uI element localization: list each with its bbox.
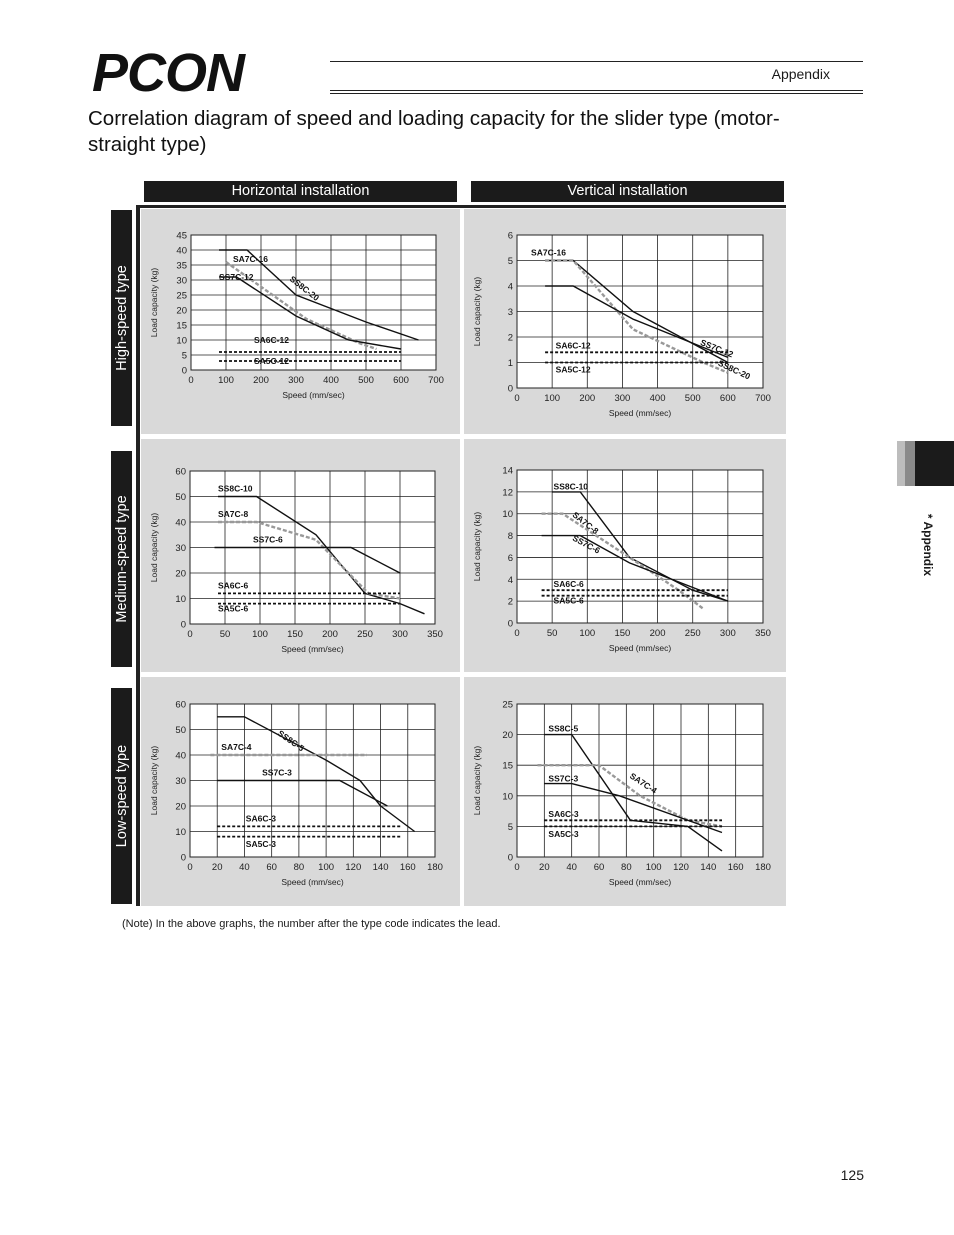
row-header-medium-speed [111, 451, 132, 667]
y-tick-label: 35 [176, 260, 187, 272]
y-tick-label: 8 [507, 531, 513, 543]
x-tick-label: 600 [719, 393, 736, 404]
y-tick-label: 0 [181, 365, 187, 377]
y-tick-label: 0 [507, 383, 513, 395]
series-label: SA7C-8 [570, 509, 601, 537]
y-tick-label: 60 [175, 699, 186, 711]
y-tick-label: 0 [507, 852, 513, 864]
y-tick-label: 30 [175, 543, 186, 554]
series-label: SA5C-12 [254, 356, 289, 366]
x-tick-label: 100 [252, 629, 268, 640]
x-tick-label: 20 [211, 862, 223, 873]
y-tick-label: 10 [175, 827, 186, 838]
series-label: SA5C-6 [553, 595, 584, 606]
y-tick-label: 10 [502, 509, 513, 521]
y-tick-label: 0 [180, 619, 186, 631]
column-header-horizontal: Horizontal installation [144, 181, 457, 202]
y-tick-label: 50 [175, 492, 186, 503]
x-tick-label: 50 [219, 629, 231, 640]
x-tick-label: 300 [288, 375, 304, 386]
x-tick-label: 120 [673, 862, 689, 873]
series-label: SA5C-6 [218, 603, 249, 614]
x-tick-label: 0 [187, 629, 193, 640]
series-label: SS7C-6 [253, 534, 283, 545]
y-tick-label: 10 [502, 791, 513, 803]
series-label: SS7C-12 [219, 272, 254, 282]
y-tick-label: 5 [181, 350, 187, 362]
x-axis-label: Speed (mm/sec) [608, 408, 672, 418]
y-tick-label: 20 [175, 801, 186, 813]
y-tick-label: 20 [502, 730, 513, 742]
series-label: SA5C-3 [245, 838, 277, 849]
x-tick-label: 150 [614, 628, 631, 639]
x-tick-label: 100 [218, 375, 234, 386]
x-tick-label: 180 [755, 862, 771, 873]
series-label: SA6C-3 [245, 813, 277, 824]
y-tick-label: 20 [175, 568, 186, 580]
row-header-label: Low-speed type [113, 744, 130, 848]
x-tick-label: 200 [322, 629, 338, 640]
chart-medium-speed-vertical [464, 439, 786, 672]
row-header-label: Medium-speed type [113, 495, 130, 623]
y-tick-label: 2 [507, 596, 513, 608]
y-axis-label: Load capacity (kg) [149, 267, 159, 338]
x-tick-label: 0 [188, 375, 194, 386]
x-tick-label: 80 [293, 862, 305, 873]
series-label: SA7C-4 [221, 741, 252, 752]
page-title: Correlation diagram of speed and loading capacity for the slider type (motor-straight type) [88, 107, 780, 156]
x-tick-label: 300 [719, 628, 736, 639]
y-tick-label: 2 [507, 332, 513, 344]
y-tick-label: 0 [180, 852, 186, 864]
x-tick-label: 200 [579, 393, 596, 404]
series-label: SS7C-3 [262, 767, 292, 778]
y-tick-label: 5 [507, 256, 513, 267]
y-tick-label: 30 [176, 275, 187, 287]
x-tick-label: 60 [266, 862, 277, 873]
y-axis-label: Load capacity (kg) [472, 745, 482, 816]
y-tick-label: 10 [175, 594, 186, 605]
header-rule [330, 93, 863, 94]
series-label: SA6C-6 [553, 578, 584, 589]
y-tick-label: 30 [175, 776, 186, 787]
x-tick-label: 500 [358, 375, 374, 386]
x-tick-label: 150 [287, 629, 303, 640]
x-axis-label: Speed (mm/sec) [282, 390, 345, 400]
row-header-low-speed [111, 688, 132, 904]
x-tick-label: 600 [393, 375, 409, 386]
y-axis-label: Load capacity (kg) [149, 512, 159, 583]
series-label: SA5C-3 [548, 828, 579, 839]
x-tick-label: 0 [187, 862, 193, 873]
series-label: SS8C-10 [553, 481, 589, 492]
y-tick-label: 45 [176, 230, 187, 242]
chart-panel-medium-vertical [464, 439, 786, 672]
section-label: Appendix [771, 66, 830, 82]
series-label: SS7C-12 [698, 337, 735, 360]
series-label: SA7C-16 [531, 247, 567, 258]
y-tick-label: 60 [175, 466, 186, 478]
chart-medium-speed-horizontal [141, 439, 460, 672]
x-tick-label: 250 [684, 628, 701, 639]
y-tick-label: 20 [176, 305, 187, 317]
x-tick-label: 180 [427, 862, 443, 873]
y-tick-label: 6 [507, 230, 513, 242]
x-tick-label: 700 [755, 393, 771, 404]
x-tick-label: 200 [253, 375, 269, 386]
series-label: SS8C-20 [287, 273, 322, 303]
pcon-logo: PCON [92, 43, 245, 103]
y-tick-label: 10 [176, 335, 187, 347]
x-tick-label: 160 [399, 862, 416, 873]
x-tick-label: 400 [323, 375, 339, 386]
x-tick-label: 140 [700, 862, 717, 873]
chart-high-speed-horizontal [141, 209, 460, 434]
x-tick-label: 0 [514, 393, 520, 404]
series-label: SA5C-12 [555, 364, 591, 375]
y-tick-label: 1 [507, 358, 513, 369]
side-tab-label: * Appendix [921, 513, 935, 577]
grid-left-border [136, 205, 140, 906]
y-tick-label: 4 [507, 281, 513, 293]
x-tick-label: 100 [544, 393, 561, 404]
x-tick-label: 40 [566, 862, 577, 873]
grid-top-border [136, 205, 786, 208]
y-tick-label: 40 [176, 245, 187, 257]
chart-panel-low-vertical [464, 677, 786, 906]
x-tick-label: 160 [727, 862, 744, 873]
series-label: SA6C-6 [218, 580, 249, 591]
y-axis-label: Load capacity (kg) [472, 276, 482, 347]
series-label: SS8C-5 [548, 723, 579, 734]
series-label: SA7C-8 [218, 508, 249, 519]
chart-low-speed-horizontal [141, 677, 460, 906]
x-tick-label: 0 [514, 628, 520, 639]
header-rule [330, 90, 863, 91]
x-tick-label: 100 [645, 862, 662, 873]
series-label: SS8C-5 [275, 728, 307, 754]
y-axis-label: Load capacity (kg) [472, 511, 482, 582]
column-header-vertical: Vertical installation [471, 181, 784, 202]
x-tick-label: 300 [614, 393, 631, 404]
x-tick-label: 300 [392, 629, 408, 640]
chart-panel-high-horizontal [141, 209, 460, 434]
x-tick-label: 400 [649, 393, 666, 404]
row-header-label: High-speed type [113, 265, 130, 371]
series-label: SA6C-12 [254, 335, 289, 345]
chart-panel-medium-horizontal [141, 439, 460, 672]
series-label: SS7C-3 [548, 773, 579, 784]
x-axis-label: Speed (mm/sec) [281, 644, 344, 654]
x-tick-label: 200 [649, 628, 666, 639]
x-tick-label: 0 [514, 862, 520, 873]
y-axis-label: Load capacity (kg) [149, 745, 159, 816]
y-tick-label: 15 [176, 320, 187, 332]
series-label: SS8C-10 [218, 483, 253, 494]
x-tick-label: 350 [755, 628, 771, 639]
series-label: SS7C-6 [570, 532, 602, 556]
y-tick-label: 25 [502, 699, 513, 711]
y-tick-label: 50 [175, 725, 186, 736]
y-tick-label: 0 [507, 618, 513, 630]
x-tick-label: 140 [372, 862, 389, 873]
x-axis-label: Speed (mm/sec) [608, 877, 672, 887]
series-label: SA7C-4 [627, 770, 659, 796]
chart-panel-low-horizontal [141, 677, 460, 906]
y-tick-label: 4 [507, 574, 513, 586]
x-tick-label: 40 [239, 862, 250, 873]
series-label: SA6C-3 [548, 809, 579, 820]
y-tick-label: 40 [175, 517, 186, 529]
x-tick-label: 500 [684, 393, 701, 404]
y-tick-label: 3 [507, 307, 513, 318]
x-tick-label: 100 [318, 862, 335, 873]
row-header-high-speed [111, 210, 132, 426]
chart-low-speed-vertical [464, 677, 786, 906]
x-tick-label: 250 [357, 629, 373, 640]
series-label: SA6C-12 [555, 340, 591, 351]
side-tab-marker [897, 441, 954, 486]
x-tick-label: 80 [621, 862, 632, 873]
header-rule [330, 61, 863, 62]
y-tick-label: 5 [507, 821, 513, 833]
x-axis-label: Speed (mm/sec) [281, 877, 344, 887]
x-tick-label: 50 [546, 628, 558, 639]
x-tick-label: 350 [427, 629, 443, 640]
x-tick-label: 120 [345, 862, 362, 873]
y-tick-label: 25 [176, 290, 187, 302]
chart-panel-high-vertical [464, 209, 786, 434]
x-tick-label: 700 [428, 375, 444, 386]
y-tick-label: 40 [175, 750, 186, 762]
y-tick-label: 6 [507, 552, 513, 564]
x-tick-label: 20 [539, 862, 550, 873]
x-axis-label: Speed (mm/sec) [608, 643, 672, 653]
x-tick-label: 60 [593, 862, 605, 873]
series-label: SS8C-20 [716, 357, 752, 382]
y-tick-label: 14 [502, 465, 513, 477]
series-label: SA7C-16 [233, 254, 268, 264]
y-tick-label: 12 [502, 487, 513, 499]
y-tick-label: 15 [502, 760, 513, 772]
chart-high-speed-vertical [464, 209, 786, 434]
footnote: (Note) In the above graphs, the number after the type code indicates the lead. [122, 918, 501, 930]
x-tick-label: 100 [579, 628, 596, 639]
page-number: 125 [840, 1167, 864, 1183]
